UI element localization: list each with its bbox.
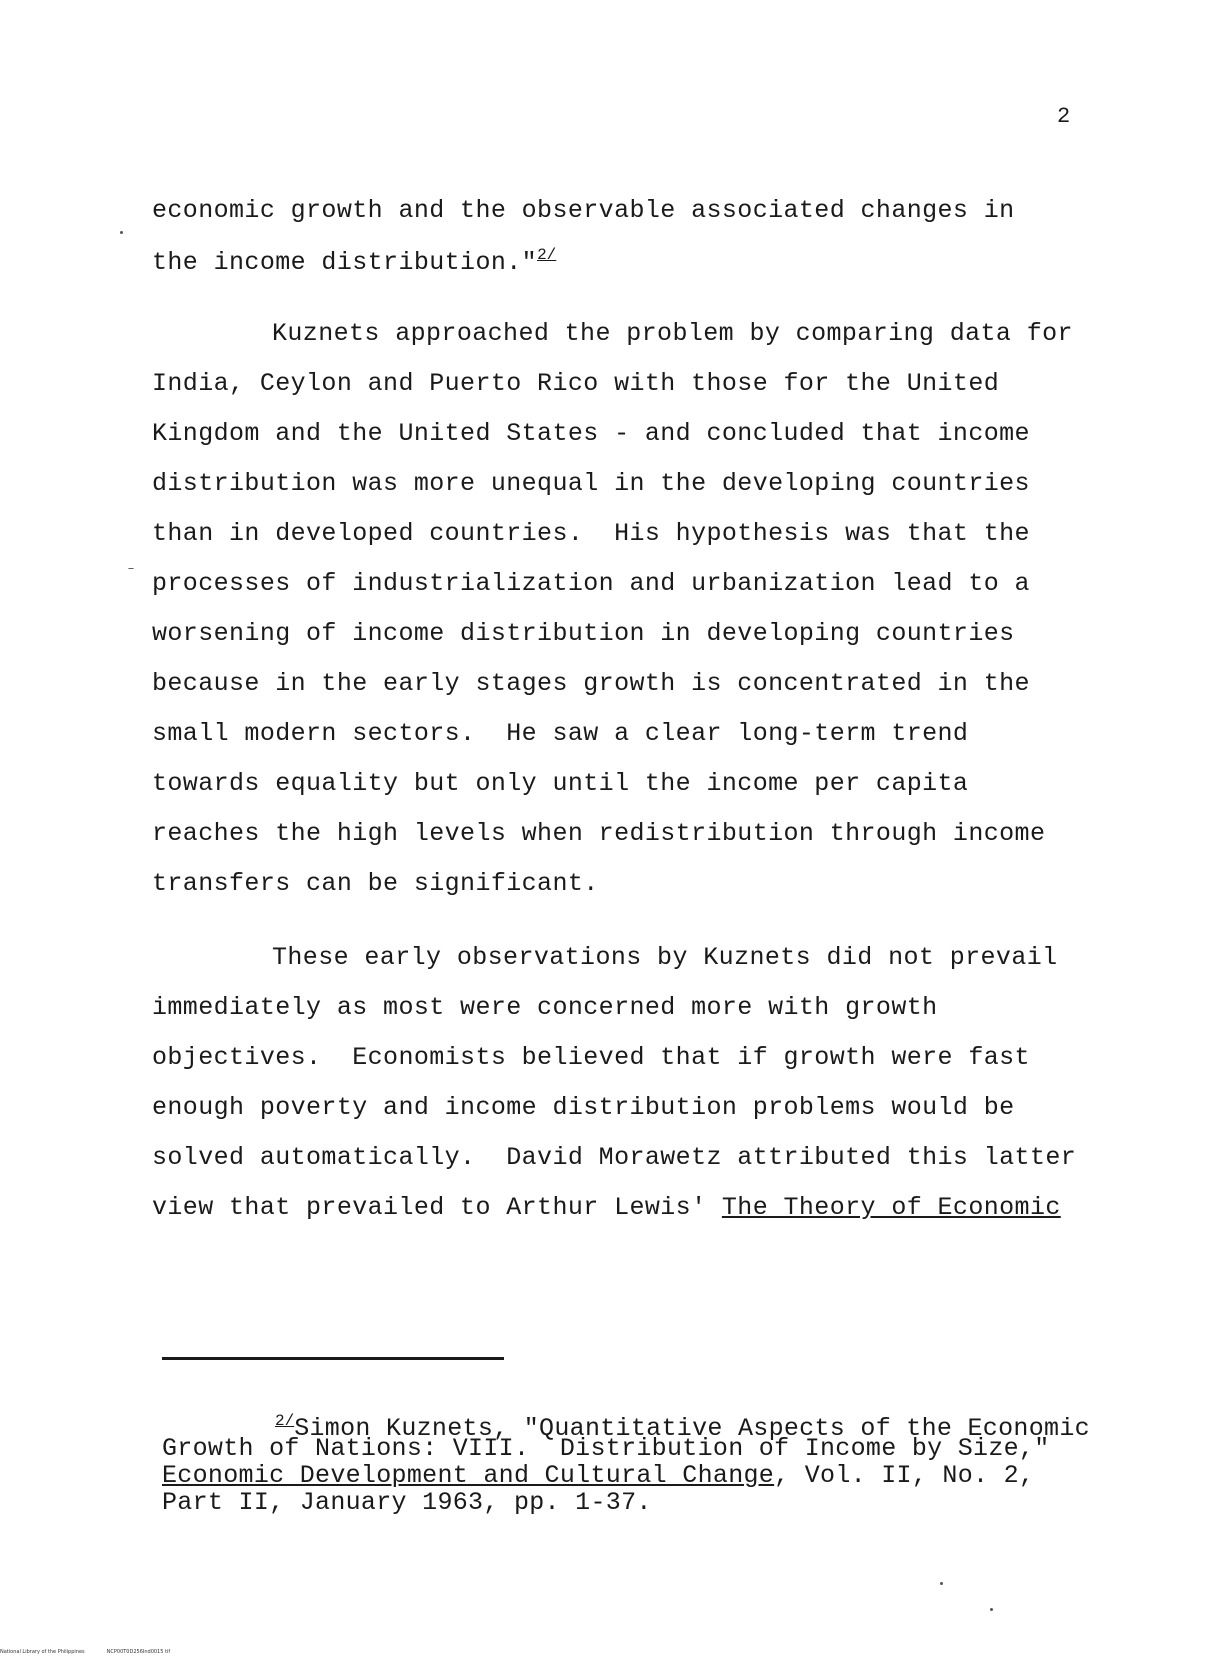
text-span: Simon Kuznets, "Quantitative Aspects of the Economic [294, 1414, 1090, 1443]
text-line: distribution was more unequal in the developing countries [152, 469, 1030, 498]
text-line: objectives. Economists believed that if growth were fast [152, 1043, 1030, 1072]
text-line: small modern sectors. He saw a clear long-term trend [152, 719, 969, 748]
text-line: towards equality but only until the income per capita [152, 769, 969, 798]
text-span: the income distribution." [152, 248, 538, 277]
text-line [152, 1193, 1061, 1222]
journal-title: Economic Development and Cultural Change [162, 1461, 775, 1490]
scan-speck [990, 1608, 993, 1611]
scanner-file-id: NCP00T0D256Ind0015 tif [106, 1649, 171, 1655]
page-number: 2 [1057, 104, 1071, 129]
text-line: Kuznets approached the problem by comparing data for [272, 319, 1073, 348]
footnote-line: Part II, January 1963, pp. 1-37. [162, 1488, 652, 1517]
scan-speck [120, 231, 123, 234]
scanner-library: National Library of the Philippines [0, 1649, 85, 1655]
scan-speck [940, 1582, 943, 1585]
footnote-line [162, 1462, 1034, 1489]
text-line [152, 246, 556, 277]
text-line: transfers can be significant. [152, 869, 599, 898]
text-span: , Vol. II, No. 2, [774, 1461, 1035, 1490]
scan-speck [128, 568, 134, 569]
text-line: reaches the high levels when redistribution through income [152, 819, 1046, 848]
text-line: These early observations by Kuznets did not prevail [272, 943, 1058, 972]
footnote-separator [162, 1357, 504, 1360]
footnote-line: Growth of Nations: VIII. Distribution of Income by Size," [162, 1434, 1050, 1463]
text-line: because in the early stages growth is concentrated in the [152, 669, 1030, 698]
text-line: Kingdom and the United States - and concluded that income [152, 419, 1030, 448]
text-line: solved automatically. David Morawetz attributed this latter [152, 1143, 1077, 1172]
text-line: worsening of income distribution in developing countries [152, 619, 1015, 648]
text-span: view that prevailed to Arthur Lewis' [152, 1193, 722, 1222]
footnote-marker: 2/ [275, 1412, 295, 1430]
text-line: than in developed countries. His hypothesis was that the [152, 519, 1030, 548]
text-line: economic growth and the observable associated changes in [152, 196, 1015, 225]
scanner-footer [0, 1649, 192, 1655]
book-title: The Theory of Economic [721, 1193, 1061, 1222]
text-line: India, Ceylon and Puerto Rico with those for the United [152, 369, 1000, 398]
text-line: processes of industrialization and urbanization lead to a [152, 569, 1030, 598]
text-line: enough poverty and income distribution problems would be [152, 1093, 1015, 1122]
text-line: immediately as most were concerned more with growth [152, 993, 938, 1022]
footnote-reference: 2/ [537, 246, 557, 264]
